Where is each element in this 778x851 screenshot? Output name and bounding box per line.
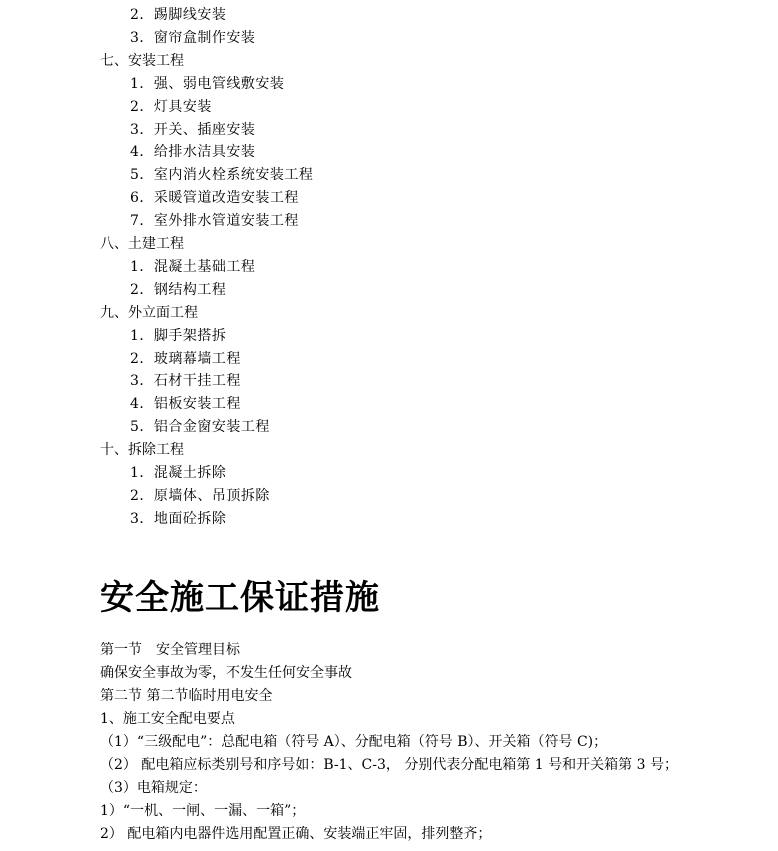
body-line: 1、施工安全配电要点	[100, 711, 235, 727]
outline-item: 4．铝板安装工程	[130, 396, 241, 413]
outline-heading: 七、安装工程	[100, 52, 184, 69]
outline-item: 3．开关、插座安装	[130, 121, 256, 138]
outline-heading: 九、外立面工程	[100, 304, 198, 321]
outline-item: 1．混凝土基础工程	[130, 258, 256, 275]
body-line: （3）电箱规定：	[100, 780, 207, 796]
outline-item: 5．铝合金窗安装工程	[130, 419, 270, 436]
outline-item: 3．石材干挂工程	[130, 373, 241, 390]
outline-item: 2．原墙体、吊顶拆除	[130, 487, 270, 504]
body-line: 2） 配电箱内电器件选用配置正确、安装端正牢固，排列整齐；	[100, 826, 492, 842]
outline-item: 2．灯具安装	[130, 98, 212, 115]
outline-item: 1．强、弱电管线敷安装	[130, 75, 285, 92]
outline-item: 4．给排水洁具安装	[130, 144, 256, 161]
body-line: 确保安全事故为零，不发生任何安全事故	[100, 665, 352, 681]
outline-item: 3．地面砼拆除	[130, 510, 227, 527]
outline-item: 2．钢结构工程	[130, 281, 227, 298]
body-line: 1）“一机、一闸、一漏、一箱”；	[100, 803, 306, 819]
body-line: （1）“三级配电”：总配电箱（符号 A）、分配电箱（符号 B）、开关箱（符号 C)；	[100, 734, 608, 750]
body-line: （2） 配电箱应标类别号和序号如：B-1、C-3， 分别代表分配电箱第 1 号和开关箱第 3 号；	[100, 757, 678, 773]
body-line: 第一节 安全管理目标	[100, 642, 240, 658]
outline-item: 2．踢脚线安装	[130, 7, 227, 23]
outline-item: 2．玻璃幕墙工程	[130, 350, 241, 367]
outline-item: 1．混凝土拆除	[130, 465, 227, 481]
outline-item: 1．脚手架搭拆	[130, 327, 227, 344]
outline-heading: 十、拆除工程	[100, 442, 184, 459]
outline-item: 5．室内消火栓系统安装工程	[130, 167, 314, 184]
outline-item: 6．采暖管道改造安装工程	[130, 190, 299, 207]
outline-heading: 八、土建工程	[100, 236, 184, 252]
outline-item: 3．窗帘盒制作安装	[130, 29, 256, 46]
outline-item: 7．室外排水管道安装工程	[130, 213, 299, 230]
body-line: 第二节 第二节临时用电安全	[100, 688, 273, 704]
section-title: 安全施工保证措施	[100, 578, 380, 618]
